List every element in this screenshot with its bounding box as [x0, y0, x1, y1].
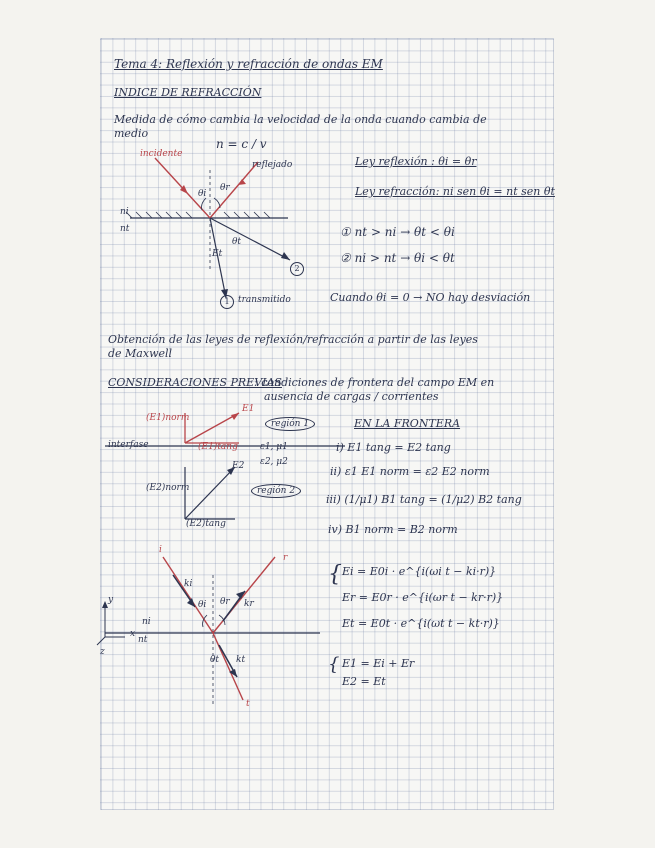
- case-zero: Cuando θi = 0 → NO hay desviación: [330, 291, 531, 304]
- page-title: Tema 4: Reflexión y refracción de ondas EM: [114, 57, 383, 71]
- case-1: ① nt > ni → θt < θi: [340, 225, 455, 239]
- case-2: ② ni > nt → θi < θt: [340, 251, 455, 265]
- intro-line-1: Medida de cómo cambia la velocidad de la onda cuando cambia de: [114, 113, 487, 126]
- label-ni-2: ni: [142, 617, 151, 627]
- label-E2tang: (E2)tang: [186, 519, 226, 529]
- consideraciones-line-1: : condiciones de frontera del campo EM en: [254, 376, 495, 389]
- frontera-heading: EN LA FRONTERA: [354, 417, 461, 430]
- ley-reflexion: Ley reflexión : θi = θr: [355, 155, 477, 168]
- cond-iii: iii) (1/μ1) B1 tang = (1/μ2) B2 tang: [326, 493, 522, 506]
- label-r: r: [283, 553, 288, 563]
- consideraciones-line-2: ausencia de cargas / corrientes: [264, 390, 439, 403]
- label-nt-2: nt: [138, 635, 148, 645]
- obtencion-line-1: Obtención de las leyes de reflexión/refracción a partir de las leyes: [108, 333, 478, 346]
- brace-left: {: [328, 562, 342, 587]
- label-t: t: [246, 699, 250, 709]
- label-theta-r-2: θr: [220, 597, 230, 607]
- label-E1tang: (E1)tang: [198, 442, 238, 452]
- axis-y-label: y: [108, 595, 114, 605]
- eq-sum-2: E2 = Et: [342, 675, 386, 688]
- cond-ii: ii) ε1 E1 norm = ε2 E2 norm: [330, 465, 490, 478]
- obtencion-line-2: de Maxwell: [108, 347, 173, 360]
- eq-reflected: Er = E0r · e^{i(ωr t − kr·r)}: [342, 591, 504, 604]
- intro-line-2: medio: [114, 127, 149, 140]
- axis-x-label: x: [130, 629, 136, 639]
- label-E1norm: (E1)norm: [146, 413, 190, 423]
- axis-z-label: z: [100, 647, 105, 657]
- label-theta-i: θi: [198, 189, 207, 199]
- label-theta-t: θt: [232, 237, 242, 247]
- brace-left-2: {: [328, 654, 340, 675]
- label-kr: kr: [244, 599, 254, 609]
- label-E2norm: (E2)norm: [146, 483, 190, 493]
- label-ni: ni: [120, 207, 129, 217]
- heading-indice: INDICE DE REFRACCIÓN: [114, 86, 262, 99]
- label-theta-t-2: θt: [210, 655, 220, 665]
- label-transmitido: transmitido: [238, 295, 291, 305]
- ley-refraccion: Ley refracción: ni sen θi = nt sen θt: [355, 185, 555, 198]
- label-E2-vec: E2: [232, 461, 245, 471]
- label-theta-i-2: θi: [198, 600, 207, 610]
- label-incidente: incidente: [140, 149, 183, 159]
- region-1-badge: región 1: [265, 417, 315, 431]
- label-reflejado: reflejado: [252, 160, 293, 170]
- eq-transmitted: Et = E0t · e^{i(ωt t − kt·r)}: [342, 617, 500, 630]
- eq-incident: Ei = E0i · e^{i(ωi t − ki·r)}: [342, 565, 497, 578]
- region-2-badge: región 2: [251, 484, 301, 498]
- label-E1-vec: E1: [242, 404, 255, 414]
- label-i: i: [159, 545, 162, 555]
- label-ki: ki: [184, 579, 193, 589]
- eq-sum-1: E1 = Ei + Er: [342, 657, 415, 670]
- label-kt: kt: [236, 655, 246, 665]
- formula-n: n = c / v: [216, 137, 267, 151]
- label-eps2mu2: ε2, μ2: [260, 457, 288, 467]
- label-Et: Et: [212, 249, 223, 259]
- marker-1: 1: [220, 295, 234, 309]
- cond-i: i) E1 tang = E2 tang: [336, 441, 451, 454]
- consideraciones-heading: CONSIDERACIONES PREVIAS: [108, 376, 282, 389]
- label-theta-r: θr: [220, 183, 230, 193]
- marker-2: 2: [290, 262, 304, 276]
- label-interfase: interfase: [108, 440, 149, 450]
- boundary-diagram: [105, 405, 355, 535]
- label-nt: nt: [120, 224, 130, 234]
- cond-iv: iv) B1 norm = B2 norm: [328, 523, 458, 536]
- label-eps1mu1: ε1, μ1: [260, 442, 288, 452]
